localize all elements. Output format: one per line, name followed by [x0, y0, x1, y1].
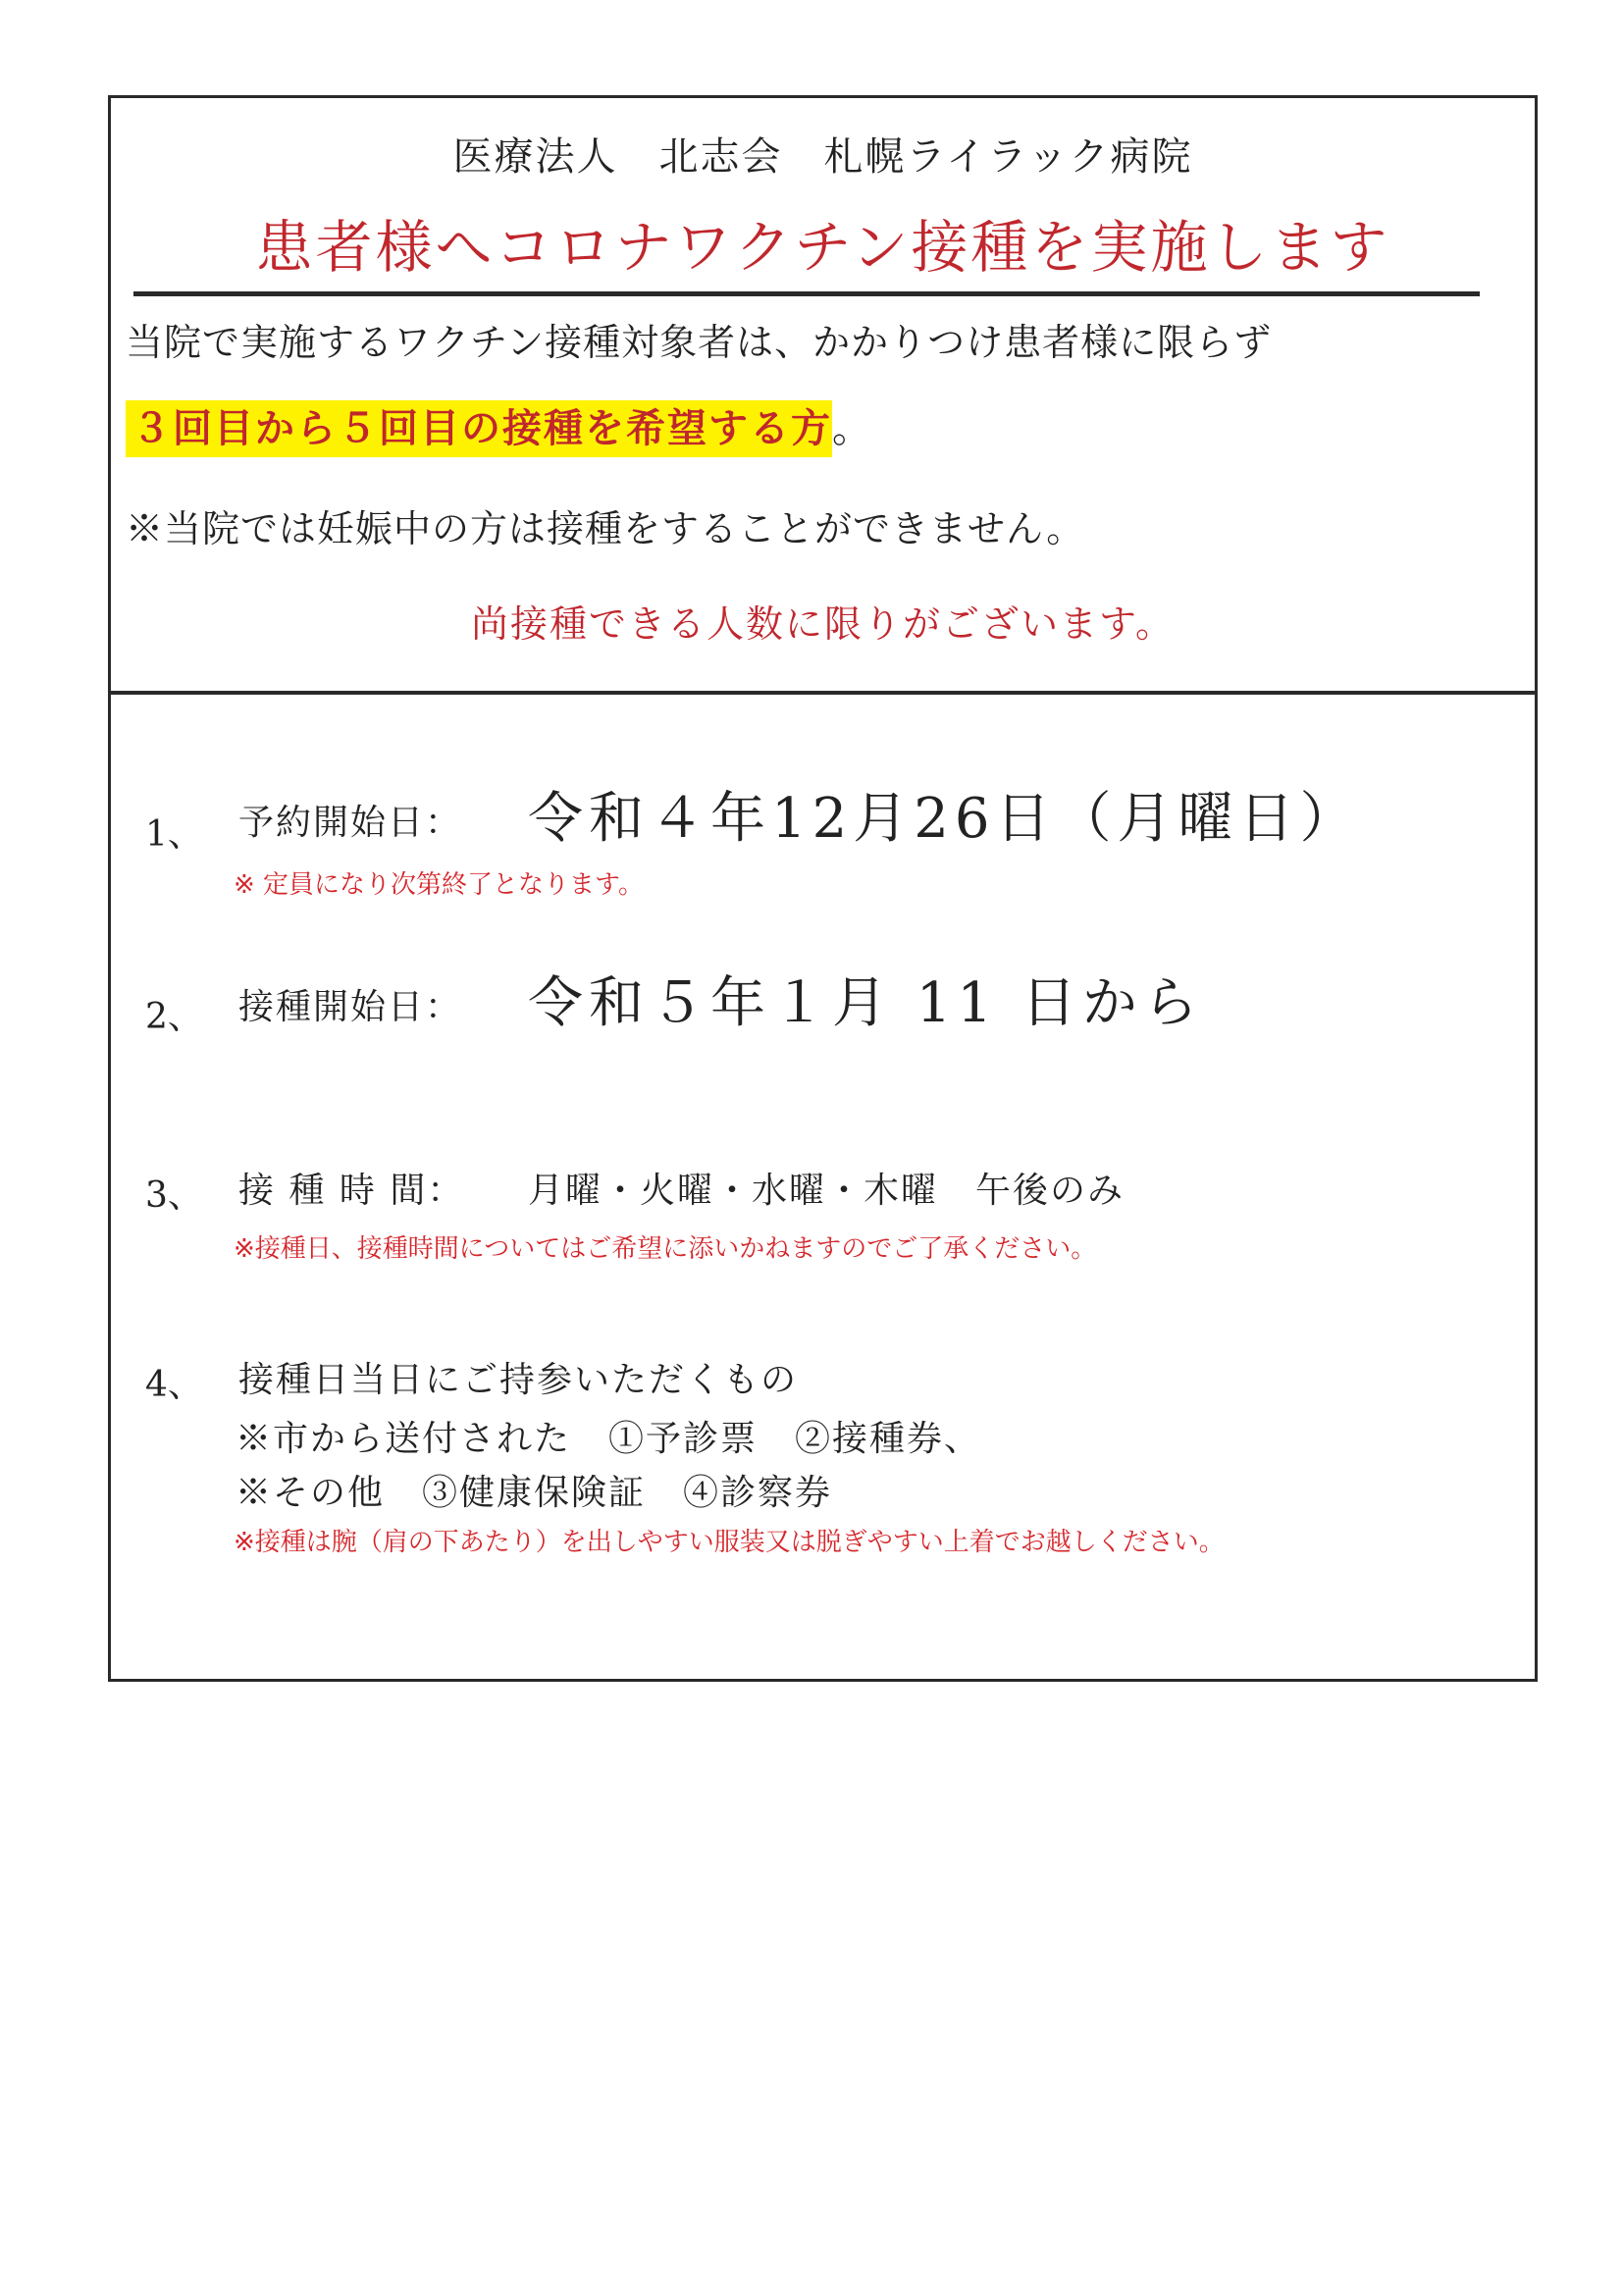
items-to-bring-line-1: ※市から送付された ①予診票 ②接種券、 — [236, 1419, 982, 1459]
vaccination-start-date: 令和５年１月 11 日から — [528, 971, 1204, 1035]
item-1-label: 予約開始日： — [238, 803, 463, 843]
item-2-label: 接種開始日： — [238, 987, 463, 1027]
section-divider — [111, 691, 1535, 695]
reservation-start-date: 令和４年12月26日（月曜日） — [528, 787, 1361, 851]
item-3-note: ※接種日、接種時間についてはご希望に添いかねますのでご了承ください。 — [234, 1234, 1097, 1264]
item-4-number: 4、 — [145, 1365, 203, 1405]
item-4-label: 接種日当日にご持参いただくもの — [238, 1360, 799, 1400]
pregnancy-notice: ※当院では妊娠中の方は接種をすることができません。 — [126, 507, 1085, 550]
target-highlight: ３回目から５回目の接種を希望する方 — [126, 400, 832, 457]
item-2-number: 2、 — [145, 997, 203, 1037]
vaccination-hours: 月曜・火曜・水曜・木曜 午後のみ — [528, 1171, 1126, 1211]
intro-line: 当院で実施するワクチン接種対象者は、かかりつけ患者様に限らず — [126, 321, 1273, 364]
notice-frame — [108, 95, 1538, 1682]
title-underline — [133, 291, 1480, 296]
highlight-period: 。 — [832, 406, 871, 451]
capacity-notice: 尚接種できる人数に限りがございます。 — [471, 602, 1175, 646]
page-title: 患者様へコロナワクチン接種を実施します — [255, 214, 1390, 281]
target-highlight-line — [126, 397, 871, 453]
item-1-number: 1、 — [145, 814, 203, 855]
item-3-number: 3、 — [145, 1175, 203, 1216]
item-1-note: ※ 定員になり次第終了となります。 — [234, 870, 644, 900]
hospital-name: 医療法人 北志会 札幌ライラック病院 — [452, 134, 1193, 180]
item-4-note: ※接種は腕（肩の下あたり）を出しやすい服装又は脱ぎやすい上着でお越しください。 — [234, 1528, 1225, 1557]
item-3-label: 接 種 時 間： — [238, 1171, 465, 1211]
items-to-bring-line-2: ※その他 ③健康保険証 ④診察券 — [236, 1473, 833, 1513]
